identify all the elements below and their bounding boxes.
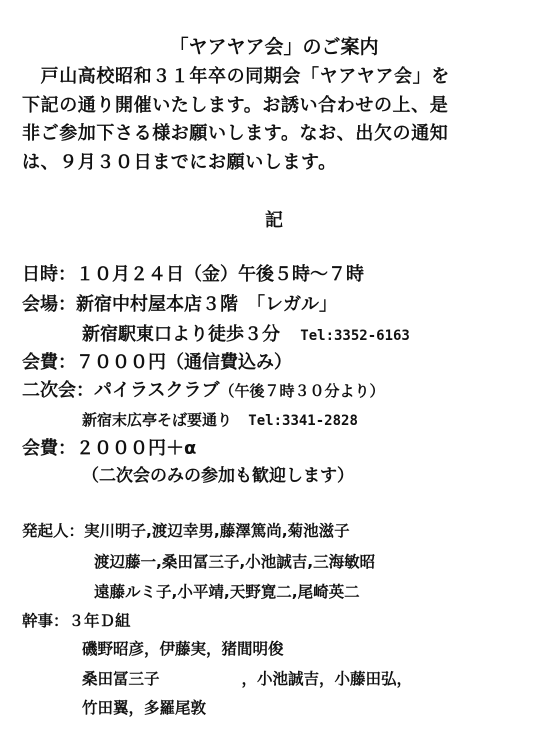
after-party-venue: 二次会：パイラスクラブ — [22, 380, 220, 401]
after-party-tel: Tel:3341-2828 — [248, 413, 358, 429]
organizers-row-3: 遠藤ルミ子,小平靖,天野寛二,尾崎英二 — [94, 583, 360, 601]
venue-line-2 — [82, 326, 410, 344]
venue-tel: Tel:3352-6163 — [300, 328, 410, 344]
intro-line-2: 下記の通り開催いたします。お誘い合わせの上、是 — [22, 95, 449, 116]
organizers-names-1: 実川明子,渡辺幸男,藤澤篤尚,菊池滋子 — [84, 522, 350, 540]
fee-after-party: 会費：２０００円＋α — [22, 438, 197, 459]
ki-heading: 記 — [265, 210, 283, 231]
venue-line-1: 会場：新宿中村屋本店３階 「レガル」 — [22, 294, 337, 315]
page-title: 「ヤアヤア会」のご案内 — [169, 36, 379, 58]
intro-line-1: 戸山高校昭和３１年卒の同期会「ヤアヤア会」を — [22, 66, 450, 87]
secretaries-group: ３年Ｄ組 — [68, 612, 131, 630]
intro-line-3: 非ご参加下さる様お願いします。なお、出欠の通知 — [22, 123, 449, 144]
after-party-line-1 — [22, 382, 384, 400]
secretaries-row — [22, 614, 131, 630]
organizers-row-2: 渡辺藤一,桑田冨三子,小池誠吉,三海敏昭 — [94, 553, 376, 571]
secretaries-label: 幹事： — [22, 612, 69, 630]
after-party-time: （午後７時３０分より） — [219, 382, 385, 400]
secretaries-names-3: 竹田翼，多羅尾敦 — [82, 699, 207, 717]
fee-after-party-note: （二次会のみの参加も歓迎します） — [82, 466, 354, 486]
after-party-line-2 — [82, 411, 358, 429]
event-datetime: 日時：１０月２４日（金）午後５時〜７時 — [22, 264, 364, 285]
secretaries-name-kuwata: 桑田冨三子 — [82, 670, 160, 688]
secretaries-names-2 — [82, 672, 412, 688]
fee-main: 会費：７０００円（通信費込み） — [22, 352, 292, 373]
after-party-access: 新宿末広亭そば要通り — [82, 411, 233, 429]
venue-access: 新宿駅東口より徒歩３分 — [82, 324, 280, 345]
secretaries-names-1: 磯野昭彦，伊藤実，猪間明俊 — [82, 640, 284, 658]
secretaries-names-2b: ，小池誠吉，小藤田弘， — [241, 670, 413, 688]
organizers-row-1 — [22, 524, 350, 540]
organizers-label: 発起人： — [22, 522, 85, 540]
intro-line-4: は、９月３０日までにお願いします。 — [22, 152, 337, 173]
